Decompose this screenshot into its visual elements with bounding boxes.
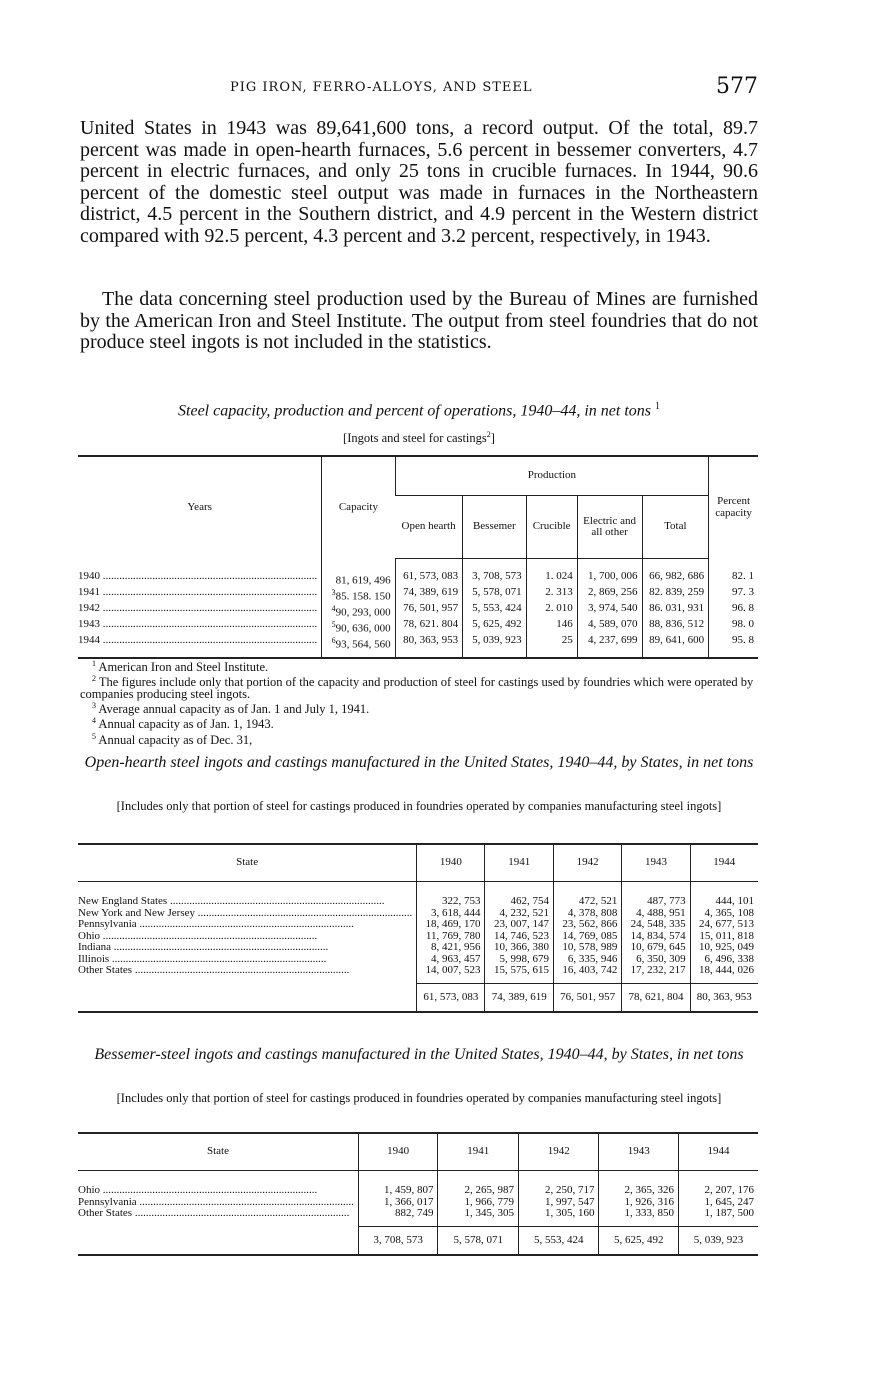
percent-value: 96. 8 xyxy=(709,603,758,619)
table1-subcaption xyxy=(80,428,758,445)
running-title: PIG IRON, FERRO-ALLOYS, AND STEEL xyxy=(230,80,533,95)
cell-value: 10, 578, 989 xyxy=(553,942,621,954)
cell-value: 1, 345, 305 xyxy=(438,1208,519,1226)
steel-capacity-table xyxy=(78,455,758,659)
total-value: 5, 578, 071 xyxy=(438,1226,519,1255)
cell-value: 10, 366, 380 xyxy=(485,942,553,954)
table1-subcaption-text: [Ingots and steel for castings xyxy=(343,431,487,446)
header-state: State xyxy=(78,844,417,882)
crucible-value: 146 xyxy=(526,619,577,635)
cell-value: 472, 521 xyxy=(553,882,621,908)
header-year: 1944 xyxy=(678,1133,758,1171)
table-row xyxy=(78,559,758,587)
total-value: 66, 982, 686 xyxy=(642,559,709,587)
electric-value: 4, 589, 070 xyxy=(577,619,642,635)
bessemer-value: 5, 039, 923 xyxy=(463,635,526,658)
cell-value: 444, 101 xyxy=(690,882,758,908)
table-row xyxy=(78,1208,758,1226)
table-row xyxy=(78,619,758,635)
header-year: 1943 xyxy=(599,1133,679,1171)
page-number: 577 xyxy=(716,74,758,99)
row-year: 1941 ..... xyxy=(78,587,317,599)
table3-caption: Bessemer-steel ingots and castings manufactured in the United States, 1940–44, by States, in net tons xyxy=(94,1046,744,1063)
header-year: 1943 xyxy=(622,844,690,882)
cell-value: 6, 496, 338 xyxy=(690,954,758,966)
header-year: 1941 xyxy=(438,1133,519,1171)
capacity-value: 90, 293, 000 xyxy=(335,606,391,619)
table-row xyxy=(78,919,758,931)
cell-value: 462, 754 xyxy=(485,882,553,908)
cell-value: 5, 998, 679 xyxy=(485,954,553,966)
cell-value: 1, 997, 547 xyxy=(518,1197,599,1209)
open-hearth-value: 80, 363, 953 xyxy=(395,635,463,658)
cell-value: 882, 749 xyxy=(358,1208,438,1226)
paragraph-1: United States in 1943 was 89,641,600 tons, a record output. Of the total, 89.7 percent was made in open-hearth furnaces, 5.6 percent in bessemer converters, 4.7 percent in electric furnaces, and only 25 tons in crucible furnaces. In 1944, 90.6 percent of the domestic steel output was made in furnaces in the Northeastern district, 4.5 percent in the Southern district, and 4.9 percent in the Western district compared with 92.5 percent, 4.3 percent and 3.2 percent, respectively, in 1943. xyxy=(80,117,758,247)
header-percent-capacity: Percent capacity xyxy=(709,456,758,559)
footnote xyxy=(80,658,758,673)
cell-value: 17, 232, 217 xyxy=(622,965,690,983)
cell-value: 1, 926, 316 xyxy=(599,1197,679,1209)
header-year: 1941 xyxy=(485,844,553,882)
crucible-value: 2. 313 xyxy=(526,587,577,603)
electric-value: 1, 700, 006 xyxy=(577,559,642,587)
electric-value: 3, 974, 540 xyxy=(577,603,642,619)
cell-value: 8, 421, 956 xyxy=(417,942,485,954)
state-name: Ohio ..... xyxy=(78,931,412,943)
cell-value: 11, 769, 780 xyxy=(417,931,485,943)
header-years: Years xyxy=(78,456,322,559)
row-year: 1942 ..... xyxy=(78,603,317,615)
footnote xyxy=(80,700,758,715)
header-capacity: Capacity xyxy=(322,456,395,559)
total-value: 82. 839, 259 xyxy=(642,587,709,603)
cell-value: 15, 575, 615 xyxy=(485,965,553,983)
bessemer-value: 5, 578, 071 xyxy=(463,587,526,603)
open-hearth-table xyxy=(78,843,758,1013)
capacity-footnote: 3 xyxy=(331,587,336,597)
running-header xyxy=(80,74,758,104)
cell-value: 18, 469, 170 xyxy=(417,919,485,931)
state-name: Illinois ..... xyxy=(78,954,412,966)
footnote-mark: 3 xyxy=(92,701,96,711)
cell-value: 1, 187, 500 xyxy=(678,1208,758,1226)
total-value: 76, 501, 957 xyxy=(553,983,621,1012)
percent-value: 82. 1 xyxy=(709,559,758,587)
total-value: 5, 625, 492 xyxy=(599,1226,679,1255)
cell-value: 1, 459, 807 xyxy=(358,1171,438,1197)
footnote-mark: 4 xyxy=(92,716,96,726)
total-row xyxy=(78,983,758,1012)
cell-value: 23, 562, 866 xyxy=(553,919,621,931)
cell-value: 14, 746, 523 xyxy=(485,931,553,943)
cell-value: 4, 365, 108 xyxy=(690,908,758,920)
table1-subcaption-footnote: 2 xyxy=(486,430,491,439)
capacity-footnote: 6 xyxy=(331,636,336,646)
footnote-mark: 1 xyxy=(92,659,96,668)
cell-value: 1, 966, 779 xyxy=(438,1197,519,1209)
state-name: New England States ..... xyxy=(78,896,412,908)
open-hearth-value: 61, 573, 083 xyxy=(395,559,463,587)
capacity-value: 81, 619, 496 xyxy=(335,574,391,587)
cell-value: 4, 963, 457 xyxy=(417,954,485,966)
state-name: Ohio ..... xyxy=(78,1185,354,1197)
crucible-value: 2. 010 xyxy=(526,603,577,619)
cell-value: 10, 679, 645 xyxy=(622,942,690,954)
row-year: 1943 ..... xyxy=(78,619,317,631)
table-row xyxy=(78,965,758,983)
open-hearth-value: 76, 501, 957 xyxy=(395,603,463,619)
percent-value: 97. 3 xyxy=(709,587,758,603)
state-name: Indiana ..... xyxy=(78,942,412,954)
percent-value: 98. 0 xyxy=(709,619,758,635)
table1-caption-footnote: 1 xyxy=(654,401,660,412)
cell-value: 16, 403, 742 xyxy=(553,965,621,983)
header-year: 1944 xyxy=(690,844,758,882)
cell-value: 10, 925, 049 xyxy=(690,942,758,954)
table-row xyxy=(78,635,758,658)
capacity-footnote: 5 xyxy=(331,619,336,629)
state-name: Pennsylvania ..... xyxy=(78,1197,354,1209)
table-row xyxy=(78,942,758,954)
cell-value: 322, 753 xyxy=(417,882,485,908)
header-year: 1940 xyxy=(358,1133,438,1171)
total-value: 74, 389, 619 xyxy=(485,983,553,1012)
cell-value: 2, 365, 326 xyxy=(599,1171,679,1197)
bessemer-table xyxy=(78,1132,758,1256)
table1-caption-text: Steel capacity, production and percent of operations, 1940–44, in net tons xyxy=(178,402,651,420)
header-open-hearth: Open hearth xyxy=(395,496,463,559)
table-row xyxy=(78,882,758,908)
open-hearth-value: 74, 389, 619 xyxy=(395,587,463,603)
table1-footnotes xyxy=(80,658,758,746)
cell-value: 2, 250, 717 xyxy=(518,1171,599,1197)
cell-value: 1, 305, 160 xyxy=(518,1208,599,1226)
cell-value: 4, 488, 951 xyxy=(622,908,690,920)
state-name: Other States ..... xyxy=(78,1208,354,1220)
total-value: 78, 621, 804 xyxy=(622,983,690,1012)
cell-value: 14, 007, 523 xyxy=(417,965,485,983)
table-row xyxy=(78,587,758,603)
header-year: 1940 xyxy=(417,844,485,882)
header-state: State xyxy=(78,1133,358,1171)
footnote-mark: 5 xyxy=(92,731,96,741)
footnote xyxy=(80,731,758,746)
footnote-text: Average annual capacity as of Jan. 1 and July 1, 1941. xyxy=(96,702,370,717)
electric-value: 4, 237, 699 xyxy=(577,635,642,658)
bessemer-value: 5, 625, 492 xyxy=(463,619,526,635)
footnote-text: Annual capacity as of Dec. 31, xyxy=(96,732,253,747)
state-name: Pennsylvania ..... xyxy=(78,919,412,931)
capacity-value: 93, 564, 560 xyxy=(335,638,391,651)
total-row xyxy=(78,1226,758,1255)
total-value: 3, 708, 573 xyxy=(358,1226,438,1255)
capacity-footnote: 4 xyxy=(331,603,336,613)
total-value: 5, 039, 923 xyxy=(678,1226,758,1255)
cell-value: 6, 335, 946 xyxy=(553,954,621,966)
cell-value: 1, 645, 247 xyxy=(678,1197,758,1209)
footnote-mark: 2 xyxy=(92,674,96,684)
total-value: 80, 363, 953 xyxy=(690,983,758,1012)
cell-value: 487, 773 xyxy=(622,882,690,908)
table1-caption xyxy=(80,398,758,420)
state-name: Other States ..... xyxy=(78,965,412,977)
cell-value: 18, 444, 026 xyxy=(690,965,758,983)
total-value: 5, 553, 424 xyxy=(518,1226,599,1255)
bessemer-value: 3, 708, 573 xyxy=(463,559,526,587)
row-year: 1944 ..... xyxy=(78,635,317,647)
state-name: New York and New Jersey ..... xyxy=(78,908,412,920)
footnote-text: The figures include only that portion of the capacity and production of steel for castings used by foundries which were operated by companies producing steel ingots. xyxy=(80,675,754,702)
crucible-value: 25 xyxy=(526,635,577,658)
cell-value: 24, 677, 513 xyxy=(690,919,758,931)
open-hearth-value: 78, 621. 804 xyxy=(395,619,463,635)
percent-value: 95. 8 xyxy=(709,635,758,658)
capacity-value: 90, 636, 000 xyxy=(335,622,391,635)
capacity-value: 85. 158. 150 xyxy=(335,590,391,603)
cell-value: 4, 232, 521 xyxy=(485,908,553,920)
cell-value: 15, 011, 818 xyxy=(690,931,758,943)
row-year: 1940 ..... xyxy=(78,571,317,583)
electric-value: 2, 869, 256 xyxy=(577,587,642,603)
table-row xyxy=(78,603,758,619)
cell-value: 2, 265, 987 xyxy=(438,1171,519,1197)
header-electric: Electric and all other xyxy=(577,496,642,559)
cell-value: 14, 769, 085 xyxy=(553,931,621,943)
cell-value: 14, 834, 574 xyxy=(622,931,690,943)
total-value: 88, 836, 512 xyxy=(642,619,709,635)
header-year: 1942 xyxy=(518,1133,599,1171)
total-value: 89, 641, 600 xyxy=(642,635,709,658)
total-value: 61, 573, 083 xyxy=(417,983,485,1012)
cell-value: 1, 333, 850 xyxy=(599,1208,679,1226)
table2-subcaption: [Includes only that portion of steel for castings produced in foundries operated by companies manufacturing steel ingots] xyxy=(116,799,722,813)
cell-value: 1, 366, 017 xyxy=(358,1197,438,1209)
crucible-value: 1. 024 xyxy=(526,559,577,587)
header-year: 1942 xyxy=(553,844,621,882)
cell-value: 3, 618, 444 xyxy=(417,908,485,920)
header-total: Total xyxy=(642,496,709,559)
table-row xyxy=(78,1171,758,1197)
cell-value: 4, 378, 808 xyxy=(553,908,621,920)
total-value: 86. 031, 931 xyxy=(642,603,709,619)
cell-value: 24, 548, 335 xyxy=(622,919,690,931)
footnote xyxy=(80,715,758,730)
table2-caption: Open-hearth steel ingots and castings manufactured in the United States, 1940–44, by States, in net tons xyxy=(84,754,754,771)
footnote xyxy=(80,673,758,700)
footnote-text: American Iron and Steel Institute. xyxy=(96,660,269,675)
cell-value: 6, 350, 309 xyxy=(622,954,690,966)
cell-value: 23, 007, 147 xyxy=(485,919,553,931)
table3-subcaption: [Includes only that portion of steel for castings produced in foundries operated by companies manufacturing steel ingots] xyxy=(116,1091,722,1105)
paragraph-2: The data concerning steel production used by the Bureau of Mines are furnished by the American Iron and Steel Institute. The output from steel foundries that do not produce steel ingots is not included in the statistics. xyxy=(80,288,758,353)
header-crucible: Crucible xyxy=(526,496,577,559)
bessemer-value: 5, 553, 424 xyxy=(463,603,526,619)
header-production: Production xyxy=(395,456,709,496)
footnote-text: Annual capacity as of Jan. 1, 1943. xyxy=(96,717,274,732)
cell-value: 2, 207, 176 xyxy=(678,1171,758,1197)
header-bessemer: Bessemer xyxy=(463,496,526,559)
table1-subcaption-end: ] xyxy=(490,431,495,446)
